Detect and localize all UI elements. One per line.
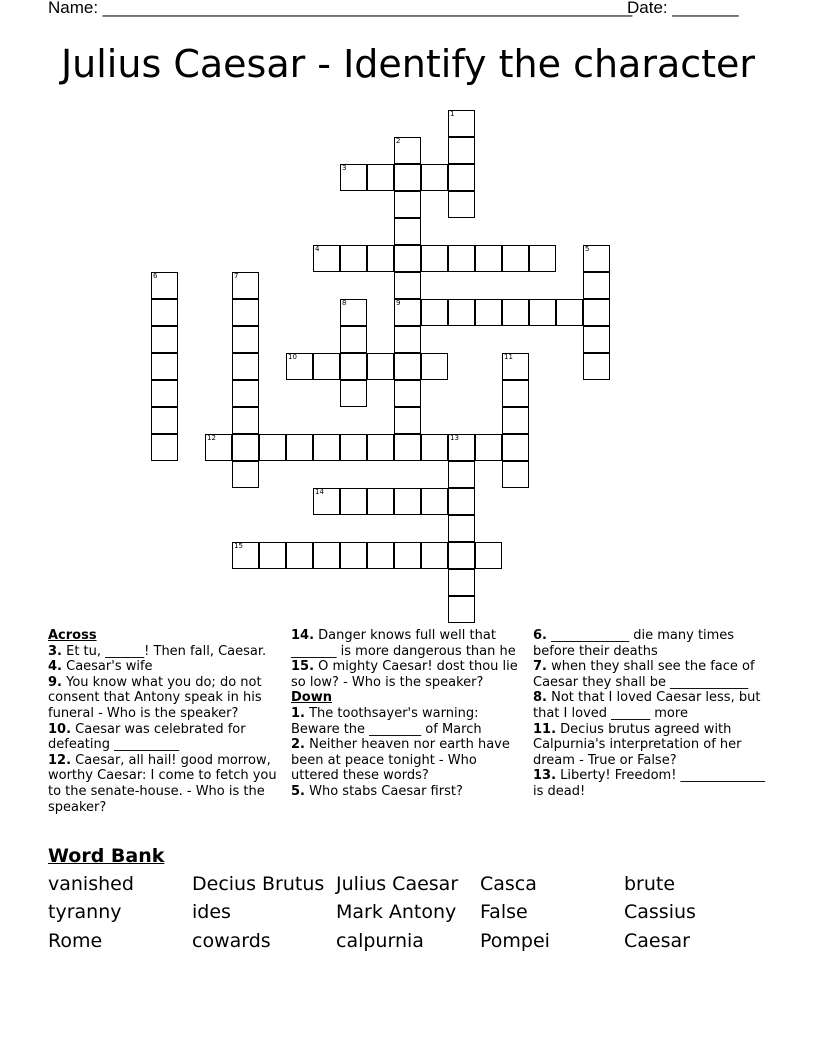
crossword-cell[interactable]: [151, 434, 178, 461]
crossword-cell[interactable]: [394, 380, 421, 407]
crossword-cell[interactable]: [583, 326, 610, 353]
clue-number: 6: [153, 272, 158, 280]
clue-number: 7: [234, 272, 239, 280]
crossword-cell[interactable]: [367, 542, 394, 569]
crossword-cell[interactable]: [340, 164, 367, 191]
crossword-cell[interactable]: [475, 245, 502, 272]
name-field-label: Name: ________________________________________________________: [48, 0, 633, 17]
word-bank-item: Cassius: [624, 901, 696, 923]
crossword-cell[interactable]: [286, 434, 313, 461]
crossword-cell[interactable]: [448, 299, 475, 326]
crossword-cell[interactable]: [151, 272, 178, 299]
clue-text: ____________ die many times before their deaths: [533, 628, 735, 659]
crossword-cell[interactable]: [394, 326, 421, 353]
clue-number: 8: [342, 299, 347, 307]
word-bank-item: vanished: [48, 873, 134, 895]
down-clue-list: [291, 706, 526, 800]
crossword-cell[interactable]: [475, 299, 502, 326]
clue-number: 11: [504, 353, 513, 361]
crossword-cell[interactable]: [232, 407, 259, 434]
clue-text: Caesar's wife: [61, 659, 153, 675]
clue-number: 13: [450, 434, 459, 442]
clue-number: 5: [585, 245, 590, 253]
clue-number: 14: [315, 488, 324, 496]
clue: [533, 628, 768, 659]
across-heading: Across: [48, 628, 97, 643]
clue-number: 12: [207, 434, 216, 442]
crossword-cell[interactable]: [232, 353, 259, 380]
across-clue-list: [48, 644, 283, 816]
clue: [48, 659, 283, 675]
clue: [533, 690, 768, 721]
clue: [48, 722, 283, 753]
clue-number: 1.: [291, 705, 305, 721]
crossword-cell[interactable]: [421, 434, 448, 461]
crossword-cell[interactable]: [421, 353, 448, 380]
crossword-cell[interactable]: [394, 299, 421, 326]
clue: [291, 706, 526, 737]
clue-number: 8.: [533, 690, 547, 706]
clue-text: Caesar was celebrated for defeating __________: [48, 721, 246, 753]
clue-number: 11.: [533, 721, 557, 737]
clue-number: 4: [315, 245, 320, 253]
crossword-cell[interactable]: [394, 218, 421, 245]
crossword-cell[interactable]: [448, 245, 475, 272]
crossword-cell[interactable]: [583, 353, 610, 380]
crossword-cell[interactable]: [529, 299, 556, 326]
down-heading: Down: [291, 690, 332, 706]
crossword-cell[interactable]: [502, 380, 529, 407]
crossword-cell[interactable]: [286, 353, 313, 380]
crossword-cell[interactable]: [448, 569, 475, 596]
crossword-cell[interactable]: [313, 542, 340, 569]
crossword-cell[interactable]: [367, 353, 394, 380]
word-bank-item: Casca: [480, 873, 537, 895]
clues-column-1: [48, 628, 283, 815]
crossword-cell[interactable]: [529, 245, 556, 272]
clue: [48, 753, 283, 815]
clue-text: Danger knows full well that _______ is more dangerous than he: [291, 628, 516, 659]
clue: [48, 675, 283, 722]
crossword-cell[interactable]: [151, 407, 178, 434]
clue-text: Decius brutus agreed with Calpurnia's interpretation of her dream - True or False?: [533, 721, 742, 768]
crossword-cell[interactable]: [151, 380, 178, 407]
clue-text: You know what you do; do not consent that Antony speak in his funeral - Who is the speaker?: [48, 674, 262, 721]
clue-number: 9.: [48, 674, 62, 690]
crossword-cell[interactable]: [394, 353, 421, 380]
crossword-cell[interactable]: [421, 299, 448, 326]
crossword-cell[interactable]: [421, 488, 448, 515]
clue-text: Caesar, all hail! good morrow, worthy Caesar: I come to fetch you to the senate-house. - Who is the speaker?: [48, 752, 277, 815]
clue-text: when they shall see the face of Caesar they shall be ____________: [533, 659, 755, 690]
clue-text: Who stabs Caesar first?: [304, 783, 463, 799]
crossword-cell[interactable]: [502, 407, 529, 434]
crossword-cell[interactable]: [583, 299, 610, 326]
crossword-cell[interactable]: [340, 380, 367, 407]
clue: [291, 659, 526, 690]
crossword-cell[interactable]: [313, 353, 340, 380]
date-field-label: Date: _______: [627, 0, 739, 17]
clue: [291, 628, 526, 659]
word-bank-item: Julius Caesar: [336, 873, 459, 895]
clue: [48, 644, 283, 660]
crossword-cell[interactable]: [394, 488, 421, 515]
clue-number: 2.: [291, 737, 305, 753]
crossword-cell[interactable]: [340, 353, 367, 380]
crossword-cell[interactable]: [340, 488, 367, 515]
word-bank-item: Decius Brutus: [192, 873, 325, 895]
crossword-cell[interactable]: [448, 542, 475, 569]
crossword-cell[interactable]: [556, 299, 583, 326]
crossword-cell[interactable]: [259, 542, 286, 569]
crossword-cell[interactable]: [475, 542, 502, 569]
clue-number: 14.: [291, 628, 315, 643]
crossword-cell[interactable]: [502, 353, 529, 380]
clue: [533, 722, 768, 769]
clue: [533, 768, 768, 799]
crossword-cell[interactable]: [448, 110, 475, 137]
clue-number: 4.: [48, 659, 62, 675]
crossword-cell[interactable]: [367, 245, 394, 272]
crossword-cell[interactable]: [448, 137, 475, 164]
clues-column-2: [291, 628, 526, 800]
clue: [291, 737, 526, 784]
crossword-cell[interactable]: [313, 488, 340, 515]
word-bank-item: Caesar: [624, 930, 690, 952]
crossword-cell[interactable]: [421, 164, 448, 191]
clue-text: Et tu, ______! Then fall, Caesar.: [61, 643, 267, 659]
crossword-cell[interactable]: [340, 542, 367, 569]
crossword-cell[interactable]: [232, 272, 259, 299]
crossword-cell[interactable]: [232, 299, 259, 326]
crossword-cell[interactable]: [394, 542, 421, 569]
crossword-cell[interactable]: [151, 326, 178, 353]
clue-text: The toothsayer's warning: Beware the ________ of March: [291, 705, 482, 737]
crossword-cell[interactable]: [421, 542, 448, 569]
crossword-cell[interactable]: [448, 488, 475, 515]
clue-number: 6.: [533, 628, 547, 643]
word-bank-item: ides: [192, 901, 231, 923]
clue-number: 15.: [291, 659, 315, 675]
crossword-cell[interactable]: [232, 461, 259, 488]
crossword-cell[interactable]: [313, 434, 340, 461]
crossword-cell[interactable]: [394, 164, 421, 191]
crossword-cell[interactable]: [448, 461, 475, 488]
word-bank-item: Rome: [48, 930, 103, 952]
clue: [291, 784, 526, 800]
crossword-cell[interactable]: [475, 434, 502, 461]
crossword-cell[interactable]: [151, 299, 178, 326]
crossword-cell[interactable]: [394, 272, 421, 299]
crossword-cell[interactable]: [205, 434, 232, 461]
crossword-cell[interactable]: [259, 434, 286, 461]
word-bank-item: calpurnia: [336, 930, 424, 952]
clue-number: 7.: [533, 659, 547, 675]
crossword-cell[interactable]: [448, 434, 475, 461]
crossword-cell[interactable]: [394, 137, 421, 164]
crossword-cell[interactable]: [232, 542, 259, 569]
clue: [533, 659, 768, 690]
crossword-cell[interactable]: [394, 434, 421, 461]
crossword-cell[interactable]: [448, 164, 475, 191]
crossword-cell[interactable]: [502, 434, 529, 461]
crossword-cell[interactable]: [448, 596, 475, 623]
crossword-cell[interactable]: [151, 353, 178, 380]
clue-number: 2: [396, 137, 401, 145]
clue-number: 5.: [291, 783, 305, 799]
word-bank-item: brute: [624, 873, 676, 895]
clue-number: 9: [396, 299, 401, 307]
clue-text: Liberty! Freedom! _____________ is dead!: [533, 768, 766, 799]
crossword-cell[interactable]: [421, 245, 448, 272]
clues-column-3: [533, 628, 768, 800]
word-bank-item: cowards: [192, 930, 271, 952]
clue-text: Not that I loved Caesar less, but that I loved ______ more: [533, 690, 761, 721]
clue-number: 12.: [48, 752, 72, 768]
word-bank-item: Pompei: [480, 930, 550, 952]
clue-text: Neither heaven nor earth have been at peace tonight - Who uttered these words?: [291, 737, 510, 784]
crossword-cell[interactable]: [367, 164, 394, 191]
clue-text: O mighty Caesar! dost thou lie so low? - Who is the speaker?: [291, 659, 518, 690]
crossword-cell[interactable]: [583, 245, 610, 272]
crossword-cell[interactable]: [502, 299, 529, 326]
clue-number: 13.: [533, 768, 557, 784]
clue-number: 15: [234, 542, 243, 550]
crossword-cell[interactable]: [502, 461, 529, 488]
crossword-cell[interactable]: [313, 245, 340, 272]
crossword-cell[interactable]: [340, 434, 367, 461]
clue-number: 1: [450, 110, 455, 118]
clue-number: 10.: [48, 721, 72, 737]
crossword-cell[interactable]: [286, 542, 313, 569]
word-bank-title: Word Bank: [48, 845, 165, 867]
crossword-cell[interactable]: [367, 488, 394, 515]
clue-number: 3.: [48, 643, 62, 659]
word-bank-item: False: [480, 901, 528, 923]
crossword-cell[interactable]: [232, 326, 259, 353]
crossword-cell[interactable]: [448, 191, 475, 218]
crossword-cell[interactable]: [583, 272, 610, 299]
across-clue-list-continued: [291, 628, 526, 690]
crossword-cell[interactable]: [232, 434, 259, 461]
clue-number: 10: [288, 353, 297, 361]
page-title: Julius Caesar - Identify the character: [60, 42, 756, 86]
crossword-cell[interactable]: [394, 407, 421, 434]
crossword-cell[interactable]: [448, 515, 475, 542]
crossword-cell[interactable]: [394, 191, 421, 218]
crossword-cell[interactable]: [340, 299, 367, 326]
word-bank-item: tyranny: [48, 901, 122, 923]
crossword-cell[interactable]: [232, 380, 259, 407]
down-clue-list-continued: [533, 628, 768, 800]
crossword-cell[interactable]: [502, 245, 529, 272]
crossword-cell[interactable]: [340, 326, 367, 353]
word-bank-item: Mark Antony: [336, 901, 457, 923]
crossword-cell[interactable]: [367, 434, 394, 461]
crossword-cell[interactable]: [394, 245, 421, 272]
clue-number: 3: [342, 164, 347, 172]
crossword-cell[interactable]: [340, 245, 367, 272]
